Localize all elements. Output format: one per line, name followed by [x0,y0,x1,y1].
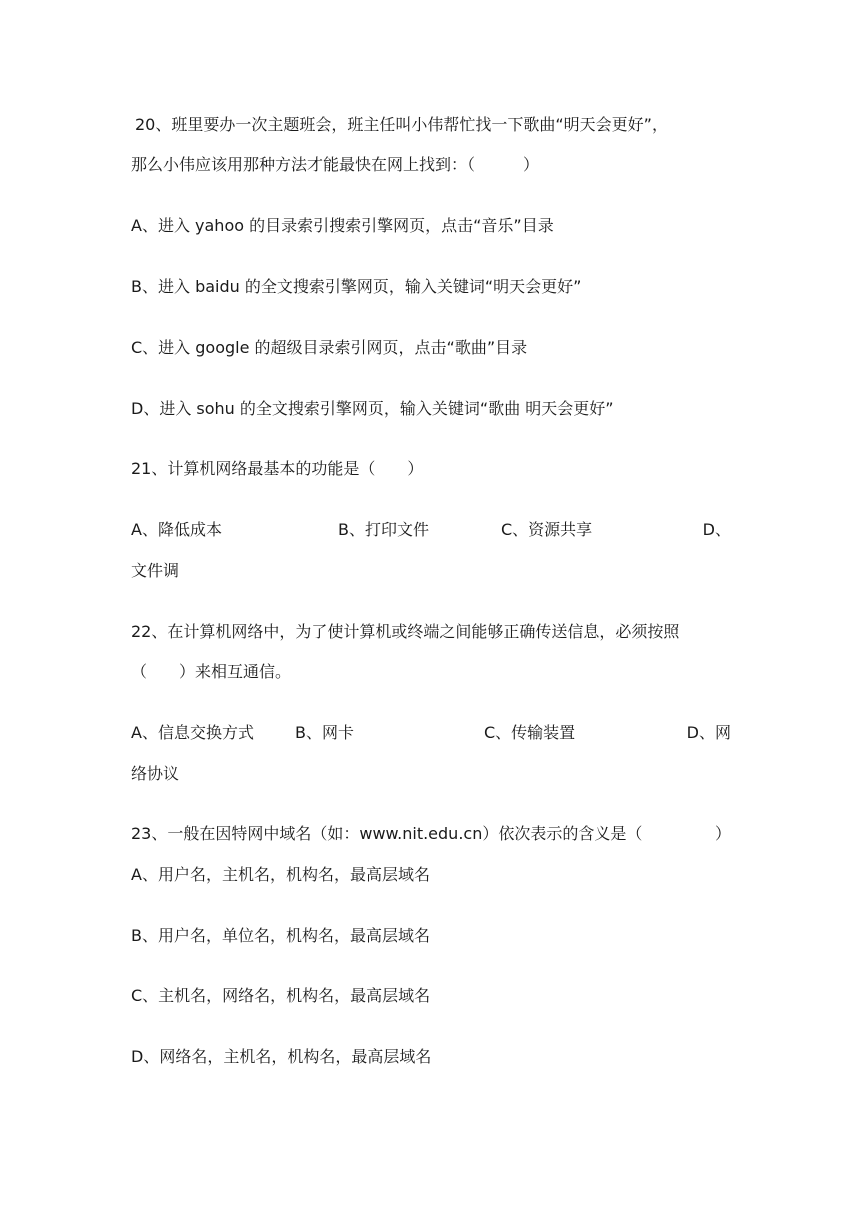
question-20-option-d: D、进入 sohu 的全文搜索引擎网页，输入关键词“歌曲 明天会更好” [131,399,614,418]
question-22-stem: 22、在计算机网络中，为了使计算机或终端之间能够正确传送信息，必须按照 [131,622,680,641]
question-22-option-b: B、网卡 [295,723,354,742]
question-21-stem: 21、计算机网络最基本的功能是（ ） [131,459,424,478]
question-20-option-b: B、进入 baidu 的全文搜索引擎网页，输入关键词“明天会更好” [131,277,582,296]
question-23-stem-closing-paren: ） [714,824,731,843]
question-20-option-c: C、进入 google 的超级目录索引网页，点击“歌曲”目录 [131,338,528,357]
question-21-option-c: C、资源共享 [501,520,593,539]
question-23-option-d: D、网络名，主机名，机构名，最高层域名 [131,1047,432,1066]
question-21-option-d: D、 [702,520,731,539]
question-21-option-b: B、打印文件 [338,520,429,539]
question-22-option-d-continued: 络协议 [131,764,180,783]
question-22-option-c: C、传输装置 [484,723,576,742]
question-23-option-c: C、主机名，网络名，机构名，最高层域名 [131,986,431,1005]
question-22-option-a: A、信息交换方式 [131,723,254,742]
question-22-option-d: D、网 [686,723,731,742]
question-22-stem-continued: （ ）来相互通信。 [131,662,292,681]
question-20-stem-continued: 那么小伟应该用那种方法才能最快在网上找到：（ ） [131,155,540,174]
question-20-option-a: A、进入 yahoo 的目录索引搜索引擎网页，点击“音乐”目录 [131,216,554,235]
question-23-option-b: B、用户名，单位名，机构名，最高层域名 [131,926,430,945]
question-21-option-d-continued: 文件调 [131,561,180,580]
question-23-stem: 23、一般在因特网中域名（如：www.nit.edu.cn）依次表示的含义是（ [131,824,643,843]
question-23-option-a: A、用户名，主机名，机构名，最高层域名 [131,865,430,884]
question-20-stem: 20、班里要办一次主题班会，班主任叫小伟帮忙找一下歌曲“明天会更好”， [135,115,668,134]
question-21-option-a: A、降低成本 [131,520,222,539]
